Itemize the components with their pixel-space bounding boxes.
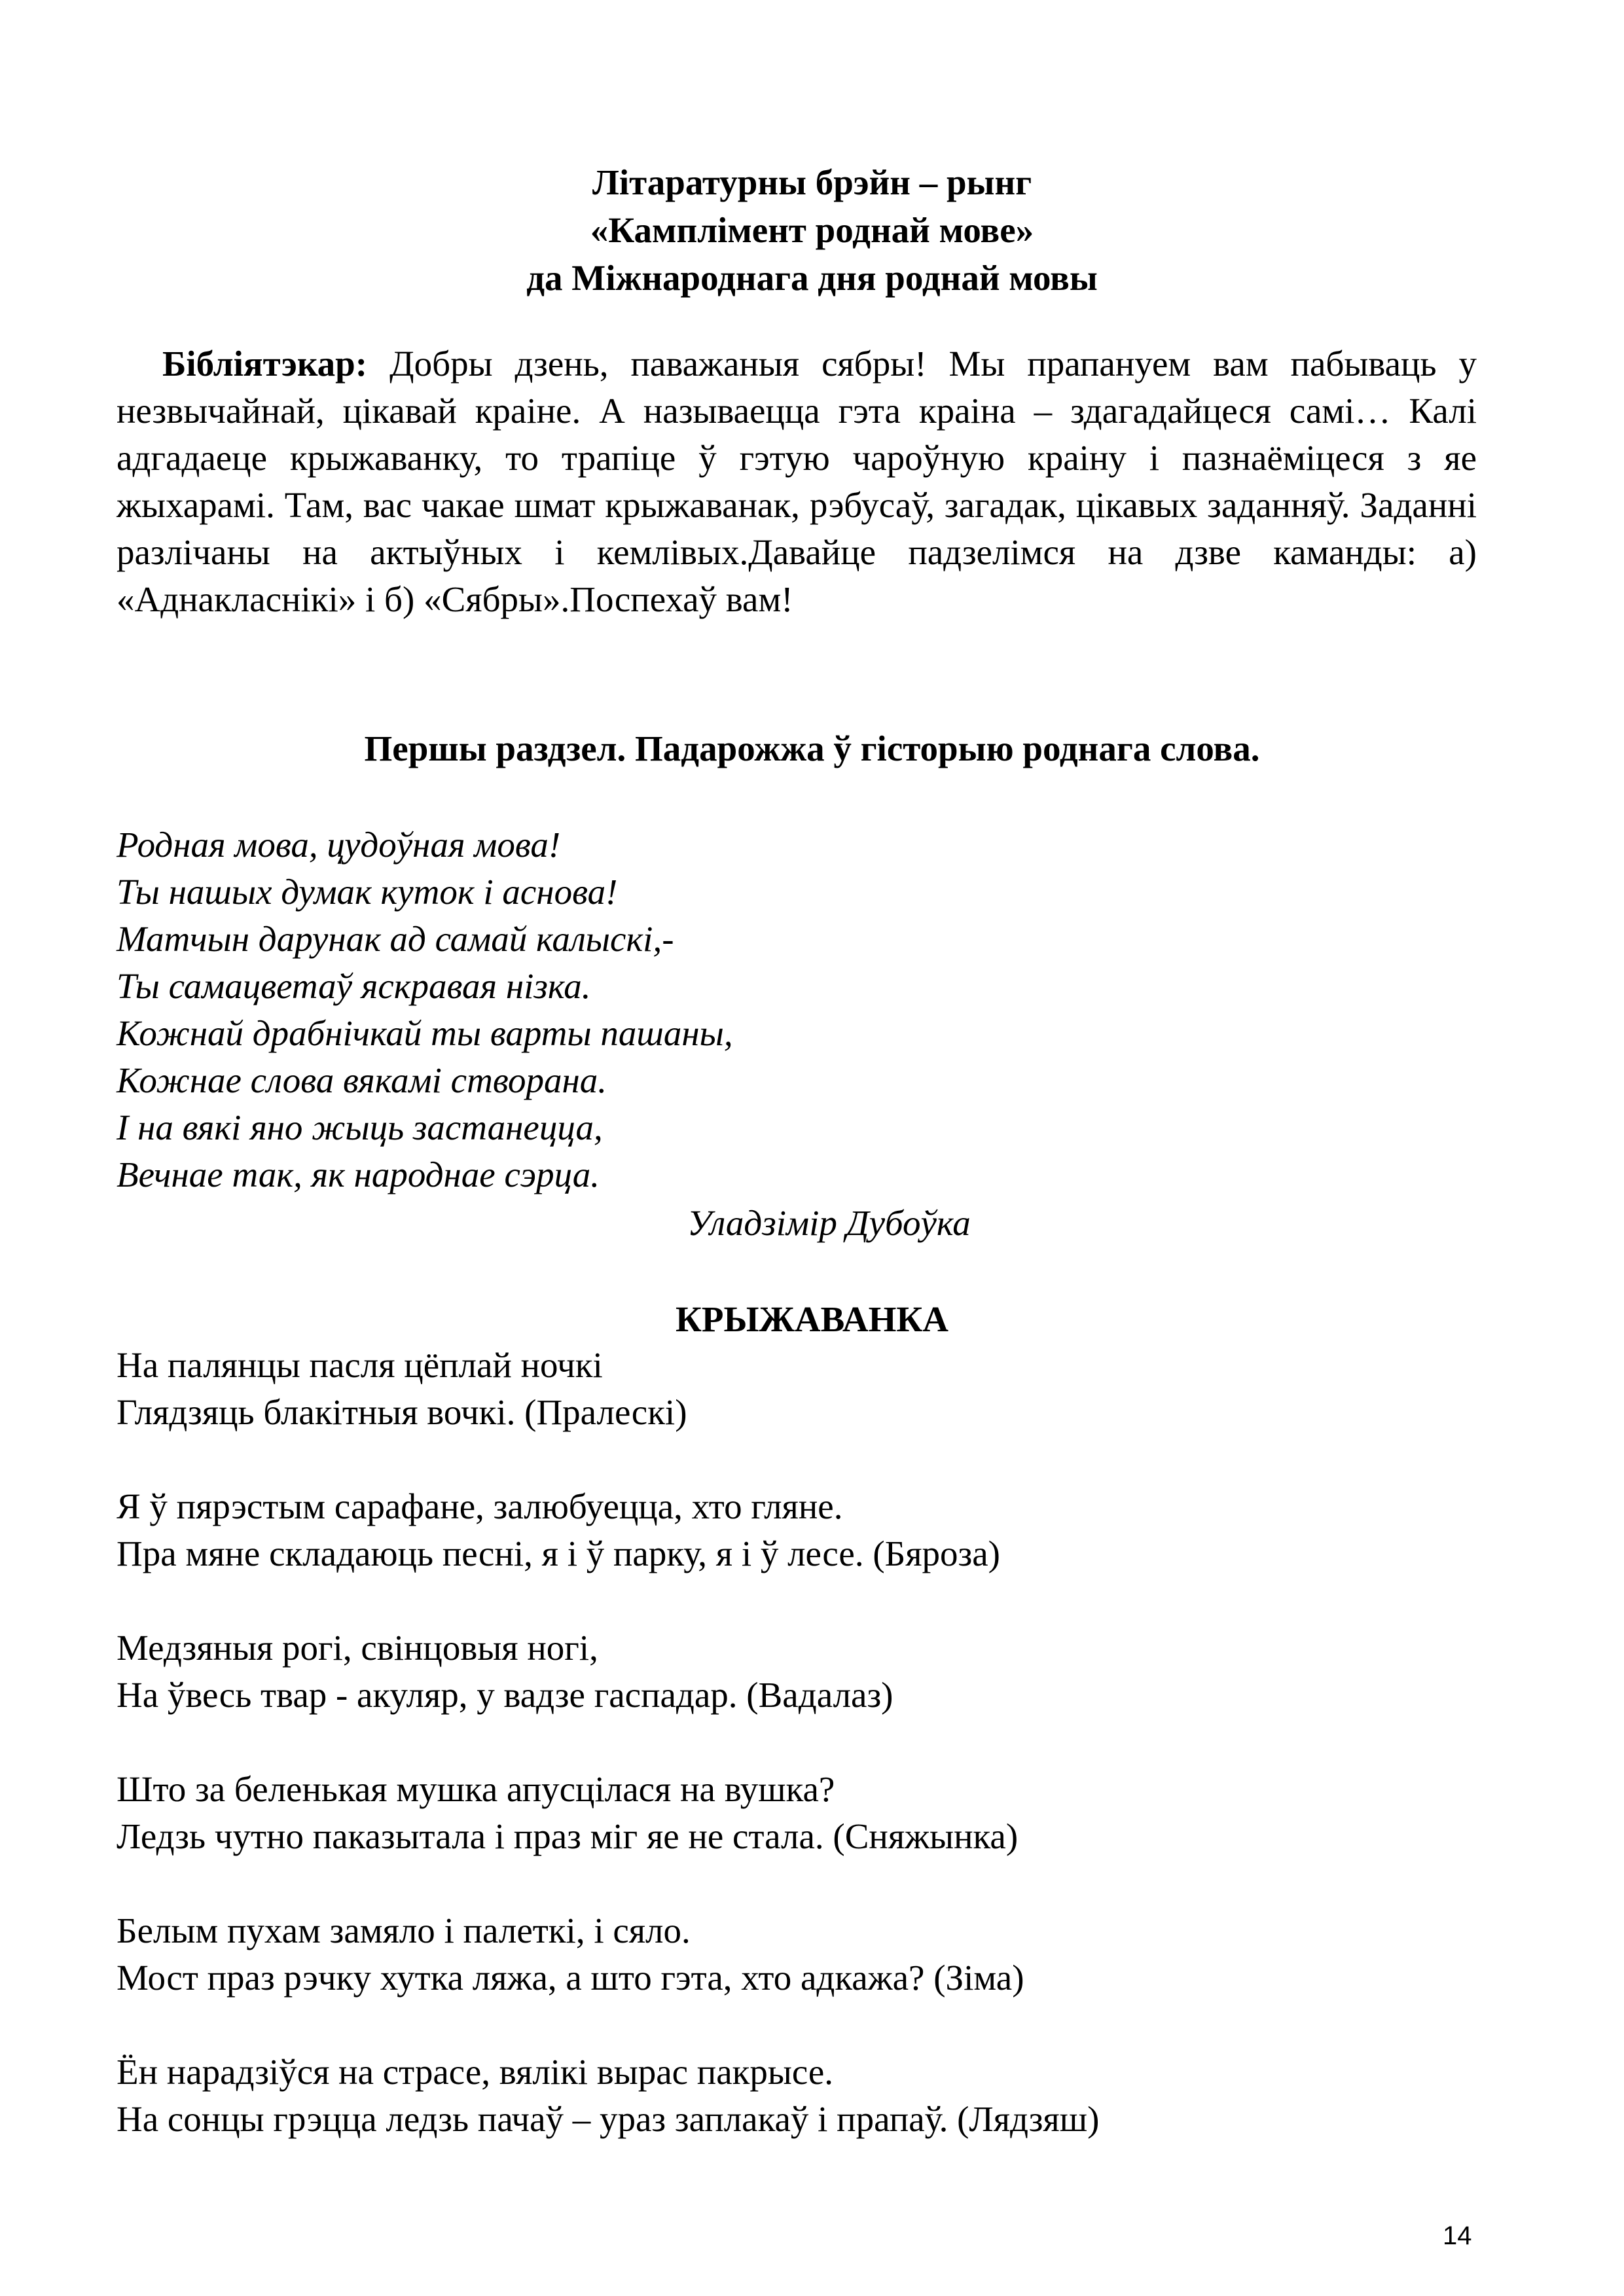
riddle-line: Ён нарадзіўся на страсе, вялікі вырас пакрысе. xyxy=(117,2052,834,2092)
riddle-line: Мост праз рэчку хутка ляжа, а што гэта, хто адкажа? (Зіма) xyxy=(117,1958,1024,1998)
title-line-2: «Камплімент роднай мове» xyxy=(590,210,1034,250)
riddle-line: Медзяныя рогі, свінцовыя ногі, xyxy=(117,1628,598,1668)
riddle-line: На палянцы пасля цёплай ночкі xyxy=(117,1345,603,1385)
poem-line: Родная мова, цудоўная мова! xyxy=(117,825,561,865)
poem-author: Уладзімір Дубоўка xyxy=(687,1203,971,1243)
riddle-line: На сонцы грэцца ледзь пачаў – ураз заплакаў і прапаў. (Лядзяш) xyxy=(117,2099,1100,2139)
section-heading: Першы раздзел. Падарожжа ў гісторыю роднага слова. xyxy=(364,728,1260,768)
riddles-list xyxy=(117,1342,1477,2190)
riddle-line: Пра мяне складаюць песні, я і ў парку, я і ў лесе. (Бяроза) xyxy=(117,1534,1000,1573)
riddle xyxy=(117,2049,1477,2143)
riddle xyxy=(117,1766,1477,1860)
document-title xyxy=(0,158,1624,302)
riddle xyxy=(117,1483,1477,1577)
crossword-heading: КРЫЖАВАНКА xyxy=(676,1299,948,1339)
riddle xyxy=(117,1342,1477,1436)
poem-line: Вечнае так, як народнае сэрца. xyxy=(117,1155,600,1194)
poem xyxy=(117,821,1098,1198)
speaker-label: Бібліятэкар: xyxy=(162,344,368,384)
poem-line: Ты нашых думак куток і аснова! xyxy=(117,872,618,912)
poem-line: Ты самацветаў яскравая нізка. xyxy=(117,966,591,1006)
poem-line: Матчын дарунак ад самай калыскі,- xyxy=(117,919,674,959)
riddle xyxy=(117,1907,1477,2001)
riddle-line: Белым пухам замяло і палеткі, і сяло. xyxy=(117,1910,691,1950)
riddle-line: Глядзяць блакітныя вочкі. (Пралескі) xyxy=(117,1392,687,1432)
poem-line: Кожнае слова вякамі створана. xyxy=(117,1060,607,1100)
poem-line: І на вякі яно жыць застанецца, xyxy=(117,1107,603,1147)
riddle-line: Што за беленькая мушка апусцілася на вушка? xyxy=(117,1769,835,1809)
riddle-line: Ледзь чутно паказытала і праз міг яе не стала. (Сняжынка) xyxy=(117,1816,1019,1856)
intro-text: Добры дзень, паважаныя сябры! Мы прапануем вам пабываць у незвычайнай, цікавай краіне. А называецца гэта краіна – здагадайцеся самі… Калі адгадаеце крыжаванку, то трапіце ў гэтую чароўную краіну і пазнаёміцеся з яе жыхарамі. Там, вас чакае шмат крыжаванак, рэбусаў, загадак, цікавых заданняў. Заданні разлічаны на актыўных і кемлівых.Давайце падзелімся на дзве каманды: а) «Аднакласнікі» і б) «Сябры».Поспехаў вам! xyxy=(117,344,1477,619)
riddle-line: На ўвесь твар - акуляр, у вадзе гаспадар. (Вадалаз) xyxy=(117,1675,893,1715)
title-line-1: Літаратурны брэйн – рынг xyxy=(592,162,1032,202)
riddle xyxy=(117,1624,1477,1719)
poem-line: Кожнай драбнічкай ты варты пашаны, xyxy=(117,1013,733,1053)
intro-paragraph xyxy=(117,340,1477,623)
riddle-line: Я ў пярэстым сарафане, залюбуецца, хто гляне. xyxy=(117,1486,843,1526)
title-line-3: да Міжнароднага дня роднай мовы xyxy=(526,258,1098,298)
page-number: 14 xyxy=(1443,2221,1472,2250)
